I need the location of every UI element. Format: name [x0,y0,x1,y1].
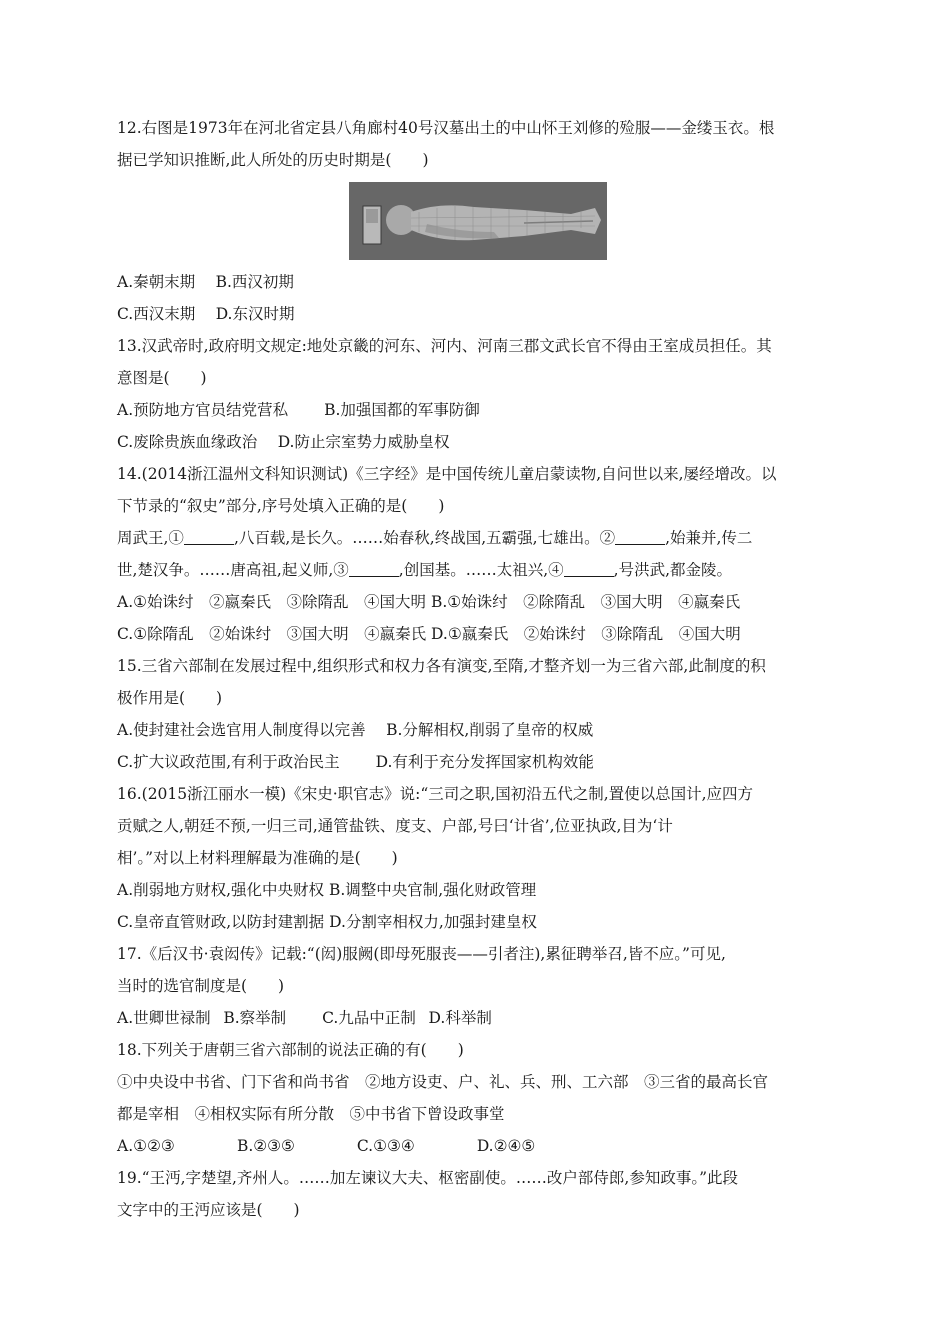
q14-passage-text: ,创国基。……太祖兴,④ [398,561,564,579]
q16-options-ab[interactable]: A.削弱地方财权,强化中央财权 B.调整中央官制,强化财政管理 [117,881,537,899]
q14-passage-text: ,号洪武,都金陵。 [613,561,733,579]
q17-options [117,1002,837,1034]
blank-2 [615,528,665,545]
q18-option-d[interactable]: D.②④⑤ [476,1137,536,1155]
q13-stem-line1: 13.汉武帝时,政府明文规定:地处京畿的河东、河内、河南三郡文武长官不得由王室成员担任。其 [117,337,772,355]
q16-stem-line1: 16.(2015浙江丽水一模)《宋史·职官志》说:“三司之职,国初沿五代之制,置使以总国计,应四方 [117,785,754,803]
q18-stem-line3: 都是宰相 ④相权实际有所分散 ⑤中书省下曾设政事堂 [117,1105,505,1123]
q15-option-b[interactable]: B.分解相权,削弱了皇帝的权威 [386,721,594,739]
q13-options-cd [117,426,837,458]
q12-stem-line1: 12.右图是1973年在河北省定县八角廊村40号汉墓出土的中山怀王刘修的殓服——金缕玉衣。根 [117,119,775,137]
q12-options-ab [117,266,837,298]
q15-option-a[interactable]: A.使封建社会选官用人制度得以完善 [117,721,366,739]
q19-stem-line2: 文字中的王沔应该是( ) [117,1201,300,1219]
q14-passage-line2 [117,554,837,586]
q13-option-d[interactable]: D.防止宗室势力威胁皇权 [277,433,450,451]
q14-passage-line1 [117,522,837,554]
q12-option-c[interactable]: C.西汉末期 [117,305,196,323]
q17-option-b[interactable]: B.察举制 [223,1009,287,1027]
q12-stem-line2: 据已学知识推断,此人所处的历史时期是( ) [117,151,429,169]
jade-suit-image [349,182,607,260]
q17-stem-line1: 17.《后汉书·袁闳传》记载:“(闳)服阙(即母死服丧——引者注),累征聘举召,皆不应。”可见, [117,945,726,963]
q13-option-b[interactable]: B.加强国都的军事防御 [324,401,480,419]
q17-option-a[interactable]: A.世卿世禄制 [117,1009,211,1027]
q12-options-cd [117,298,837,330]
q15-stem-line1: 15.三省六部制在发展过程中,组织形式和权力各有演变,至隋,才整齐划一为三省六部,此制度的积 [117,657,766,675]
q18-options [117,1130,837,1162]
q14-passage-text: 世,楚汉争。……唐高祖,起义师,③ [117,561,349,579]
q17-option-c[interactable]: C.九品中正制 [322,1009,416,1027]
q15-stem-line2: 极作用是( ) [117,689,223,707]
blank-3 [349,560,399,577]
q18-stem-line2: ①中央设中书省、门下省和尚书省 ②地方设吏、户、礼、兵、刑、工六部 ③三省的最高长官 [117,1073,769,1091]
q14-options-cd[interactable]: C.①除隋乱 ②始诛纣 ③国大明 ④嬴秦氏 D.①嬴秦氏 ②始诛纣 ③除隋乱 ④国大明 [117,625,741,643]
q16-stem-line2: 贡赋之人,朝廷不预,一归三司,通管盐铁、度支、户部,号曰‘计省’,位亚执政,目为‘计 [117,817,673,835]
q15-options-cd [117,746,837,778]
q14-passage-text: ,八百载,是长久。……始春秋,终战国,五霸强,七雄出。② [233,529,616,547]
q18-option-b[interactable]: B.②③⑤ [236,1137,295,1155]
q15-option-c[interactable]: C.扩大议政范围,有利于政治民主 [117,753,340,771]
q18-option-c[interactable]: C.①③④ [356,1137,415,1155]
q17-stem-line2: 当时的选官制度是( ) [117,977,285,995]
q18-stem-line1: 18.下列关于唐朝三省六部制的说法正确的有( ) [117,1041,464,1059]
q12-option-a[interactable]: A.秦朝末期 [117,273,196,291]
q12-option-d[interactable]: D.东汉时期 [215,305,295,323]
q14-options-ab[interactable]: A.①始诛纣 ②嬴秦氏 ③除隋乱 ④国大明 B.①始诛纣 ②除隋乱 ③国大明 ④嬴秦氏 [117,593,741,611]
blank-4 [564,560,614,577]
exam-page [117,112,837,1226]
q17-option-d[interactable]: D.科举制 [428,1009,492,1027]
q13-options-ab [117,394,837,426]
q13-stem-line2: 意图是( ) [117,369,207,387]
q18-option-a[interactable]: A.①②③ [117,1137,175,1155]
q15-options-ab [117,714,837,746]
q16-options-cd[interactable]: C.皇帝直管财政,以防封建割据 D.分割宰相权力,加强封建皇权 [117,913,537,931]
q13-option-a[interactable]: A.预防地方官员结党营私 [117,401,289,419]
q14-stem-line1: 14.(2014浙江温州文科知识测试)《三字经》是中国传统儿童启蒙读物,自问世以来,屡经增改。以 [117,465,777,483]
jade-burial-suit-figure [117,176,837,266]
blank-1 [184,528,234,545]
q14-passage-text: ,始兼并,传二 [665,529,753,547]
q16-stem-line3: 相’。”对以上材料理解最为准确的是( ) [117,849,398,867]
q19-stem-line1: 19.“王沔,字楚望,齐州人。……加左谏议大夫、枢密副使。……改户部侍郎,参知政事。”此段 [117,1169,739,1187]
q12-option-b[interactable]: B.西汉初期 [215,273,294,291]
q13-option-c[interactable]: C.废除贵族血缘政治 [117,433,258,451]
q14-stem-line2: 下节录的“叙史”部分,序号处填入正确的是( ) [117,497,445,515]
q14-passage-text: 周武王,① [117,529,184,547]
q15-option-d[interactable]: D.有利于充分发挥国家机构效能 [375,753,594,771]
